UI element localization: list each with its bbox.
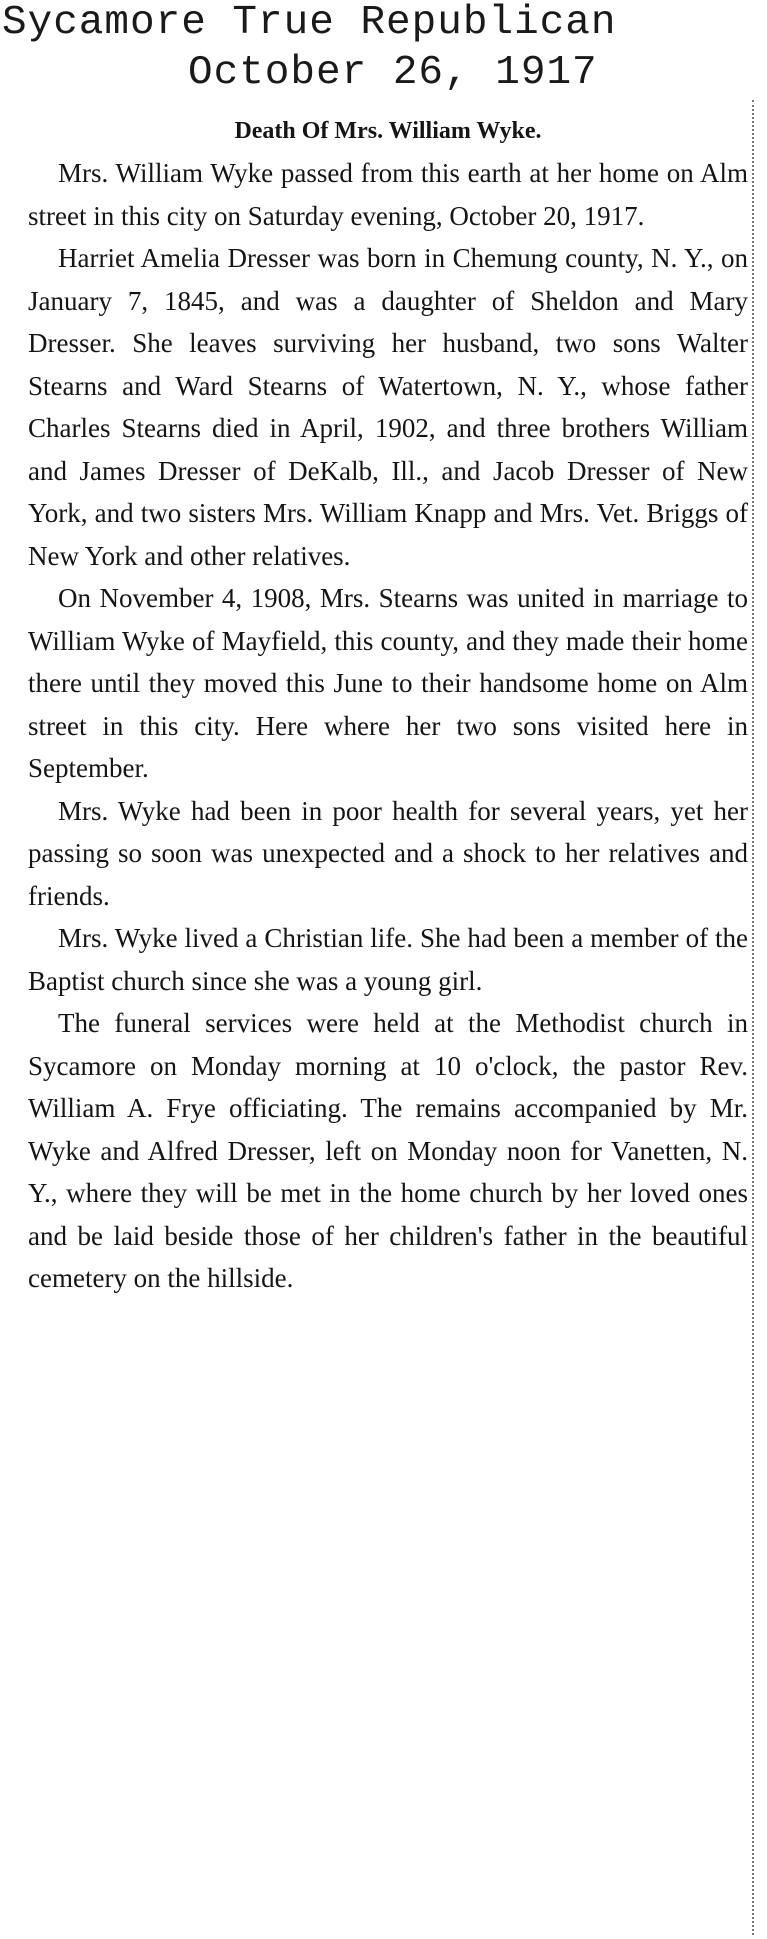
clipping-edge-divider (752, 100, 754, 1935)
newspaper-clipping (28, 112, 748, 1300)
article-paragraph: The funeral services were held at the Methodist church in Sycamore on Monday morning at 10 o'clock, the pastor Rev. William A. Frye officiating. The remains accompanied by Mr. Wyke and Alfred Dresser, left on Monday noon for Vanetten, N. Y., where they will be met in the home church by her loved ones and be laid beside those of her children's father in the beautiful cemetery on the hillside. (28, 1008, 748, 1293)
article-headline: Death Of Mrs. William Wyke. (234, 118, 542, 144)
article-paragraph: Harriet Amelia Dresser was born in Chemung county, N. Y., on January 7, 1845, and was a daughter of Sheldon and Mary Dresser. She leaves surviving her husband, two sons Walter Stearns and Ward Stearns of Watertown, N. Y., whose father Charles Stearns died in April, 1902, and three brothers William and James Dresser of DeKalb, Ill., and Jacob Dresser of New York, and two sisters Mrs. William Knapp and Mrs. Vet. Briggs of New York and other relatives. (28, 243, 748, 571)
publication-date: October 26, 1917 (188, 50, 598, 96)
article-paragraph: Mrs. Wyke lived a Christian life. She had been a member of the Baptist church since she was a young girl. (28, 923, 748, 996)
article-paragraph: On November 4, 1908, Mrs. Stearns was united in marriage to William Wyke of Mayfield, this county, and they made their home there until they moved this June to their handsome home on Alm street in this city. Here where her two sons visited here in September. (28, 583, 748, 783)
article-paragraph: Mrs. William Wyke passed from this earth at her home on Alm street in this city on Saturday evening, October 20, 1917. (28, 158, 748, 231)
article-paragraph: Mrs. Wyke had been in poor health for several years, yet her passing so soon was unexpected and a shock to her relatives and friends. (28, 795, 748, 911)
publication-title: Sycamore True Republican (2, 0, 617, 46)
